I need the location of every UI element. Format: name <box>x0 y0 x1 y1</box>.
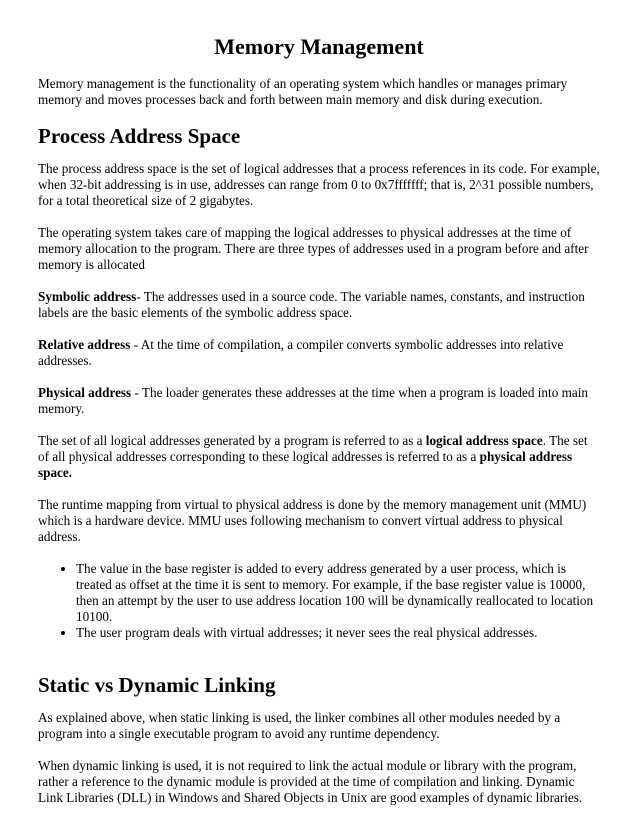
physical-address-paragraph <box>38 385 600 417</box>
physical-address-text: - The loader generates these addresses at the time when a program is loaded into main memory. <box>38 385 588 416</box>
section-heading-process-address-space: Process Address Space <box>38 124 241 148</box>
symbolic-address-paragraph <box>38 289 600 321</box>
list-item: • The value in the base register is added to every address generated by a user process, which is treated as offset at the time it is sent to memory. For example, if the base register value is 10000, then an attempt by the user to use address location 100 will be dynamically reallocated to location 10100. <box>76 561 600 625</box>
runtime-mapping-paragraph: The runtime mapping from virtual to physical address is done by the memory management unit (MMU) which is a hardware device. MMU uses following mechanism to convert virtual address to physical address. <box>38 497 587 544</box>
intro-paragraph: Memory management is the functionality of an operating system which handles or manages primary memory and moves processes back and forth between main memory and disk during execution. <box>38 76 568 107</box>
address-space-paragraph: The process address space is the set of logical addresses that a process references in its code. For example, when 32-bit addressing is in use, addresses can range from 0 to 0x7fffffff; that is, 2^31 possible numbers, for a total theoretical size of 2 gigabytes. <box>38 161 600 208</box>
relative-address-paragraph <box>38 337 600 369</box>
address-space-sets-paragraph <box>38 433 600 481</box>
sets-text-part1: The set of all logical addresses generated by a program is referred to as a <box>38 433 426 448</box>
dynamic-linking-paragraph: When dynamic linking is used, it is not required to link the actual module or library with the program, rather a reference to the dynamic module is provided at the time of compilation and linking. Dynamic Link Libraries (DLL) in Windows and Shared Objects in Unix are good examples of dynamic libraries. <box>38 758 583 805</box>
logical-address-space-term: logical address space <box>425 433 543 448</box>
mapping-paragraph: The operating system takes care of mapping the logical addresses to physical addresses at the time of memory allocation to the program. There are three types of addresses used in a program before and after memory is allocated <box>38 225 589 272</box>
relative-address-term: Relative address <box>38 337 131 352</box>
page-title: Memory Management <box>214 34 424 59</box>
list-item: • The user program deals with virtual addresses; it never sees the real physical addresses. <box>76 625 600 641</box>
symbolic-address-term: Symbolic address <box>38 289 137 304</box>
symbolic-address-text: - The addresses used in a source code. The variable names, constants, and instruction labels are the basic elements of the symbolic address space. <box>38 289 585 320</box>
section-heading-static-vs-dynamic-linking: Static vs Dynamic Linking <box>38 673 276 697</box>
physical-address-space-term: physical address space. <box>38 449 573 480</box>
physical-address-term: Physical address <box>38 385 132 400</box>
sets-text-part2: . The set of all physical addresses corresponding to these logical addresses is referred to as a <box>38 433 588 464</box>
relative-address-text: - At the time of compilation, a compiler converts symbolic addresses into relative addresses. <box>38 337 564 368</box>
mmu-bullet-list <box>38 561 600 641</box>
static-linking-paragraph: As explained above, when static linking is used, the linker combines all other modules needed by a program into a single executable program to avoid any runtime dependency. <box>38 710 561 741</box>
